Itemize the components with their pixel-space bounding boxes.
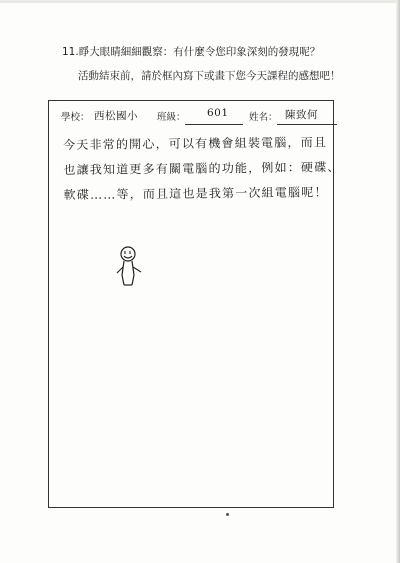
school-value: 西松國小: [94, 110, 138, 122]
essay-line: 也讓我知道更多有關電腦的功能，例如：硬碟、: [63, 160, 341, 177]
scan-edge: [0, 0, 400, 3]
name-label: 姓名：: [249, 112, 278, 123]
class-value: 601: [207, 107, 229, 119]
scan-speck: [226, 513, 229, 516]
answer-box: [48, 100, 341, 508]
handwritten-essay: [63, 130, 341, 208]
student-info-row: [61, 109, 331, 125]
scan-shadow: [396, 0, 400, 563]
school-label: 學校：: [61, 112, 90, 123]
question-text: 11.睜大眼睛細細觀察：有什麼令您印象深刻的發現呢？: [62, 46, 321, 58]
essay-line: 今天非常的開心，可以有機會組裝電腦，而且: [63, 135, 328, 152]
smiley-person-drawing-icon: [115, 245, 145, 289]
name-value: 陳致何: [285, 109, 318, 121]
essay-line: 軟碟……等，而且這也是我第一次組電腦呢！: [63, 185, 328, 202]
class-underline: [185, 124, 243, 125]
name-underline: [277, 124, 337, 125]
instruction-text: 活動結束前，請於框內寫下或畫下您今天課程的感想吧！: [78, 70, 341, 82]
class-label: 班級：: [157, 112, 186, 123]
